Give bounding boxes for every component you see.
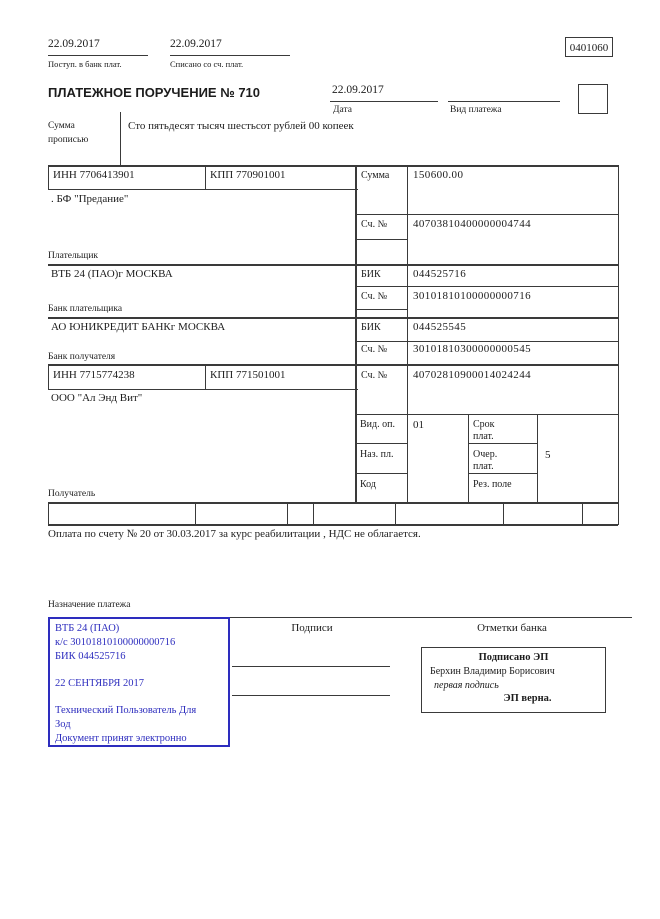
payer-bank-name: ВТБ 24 (ПАО)г МОСКВА — [51, 268, 173, 280]
divider-line — [120, 112, 121, 166]
payee-bank-bik-value: 044525545 — [413, 321, 467, 333]
payee-account-value: 40702810900014024244 — [413, 369, 531, 381]
electronic-signature-box — [421, 647, 606, 713]
divider-line — [205, 365, 206, 390]
esign-title: Подписано ЭП — [478, 652, 549, 663]
signature-line — [232, 666, 390, 667]
debited-from-account-label: Списано со сч. плат. — [170, 59, 244, 69]
divider-line — [468, 414, 469, 503]
operation-type-label: Вид. оп. — [360, 419, 395, 430]
payee-section-label: Получатель — [48, 489, 96, 499]
payer-kpp: КПП 770901001 — [210, 169, 286, 181]
stamp-line: БИК 044525716 — [55, 651, 126, 662]
divider-line — [355, 473, 407, 474]
divider-line — [287, 502, 288, 525]
divider-line — [407, 165, 408, 503]
stamp-line: Технический Пользователь Для — [55, 705, 197, 716]
signature-line — [232, 695, 390, 696]
stamp-line: к/с 30101810100000000716 — [55, 637, 176, 648]
payer-bank-account-value: 30101810100000000716 — [413, 290, 531, 302]
signatures-label: Подписи — [291, 622, 333, 634]
form-code: 0401060 — [569, 42, 609, 54]
amount-in-words-value: Сто пятьдесят тысяч шестьсот рублей 00 копеек — [128, 120, 354, 132]
reserve-field-label: Рез. поле — [473, 479, 512, 490]
divider-line — [48, 389, 358, 390]
stamp-line — [55, 664, 223, 677]
divider-line — [395, 502, 396, 525]
payee-bank-section-label: Банк получателя — [48, 352, 116, 362]
divider-line — [355, 165, 357, 503]
divider-line — [355, 309, 407, 310]
payee-account-label: Сч. № — [361, 370, 388, 381]
divider-line — [48, 524, 618, 526]
payee-bank-bik-label: БИК — [361, 322, 381, 333]
esign-signer-name: Берхин Владимир Борисович — [430, 666, 555, 677]
payment-purpose-text: Оплата по счету № 20 от 30.03.2017 за курс реабилитации , НДС не облагается. — [48, 528, 421, 540]
payer-section-label: Плательщик — [48, 251, 99, 261]
divider-line — [355, 443, 407, 444]
payee-kpp: КПП 771501001 — [210, 369, 286, 381]
esign-signature-kind: первая подпись — [434, 680, 499, 691]
divider-line — [503, 502, 504, 525]
payer-account-value: 40703810400000004744 — [413, 218, 531, 230]
code-label: Код — [360, 479, 376, 490]
divider-line — [582, 502, 583, 525]
divider-line — [355, 414, 618, 415]
divider-line — [355, 214, 618, 215]
divider-line — [48, 55, 148, 56]
status-field-box — [578, 84, 608, 114]
divider-line — [205, 165, 206, 190]
document-title: ПЛАТЕЖНОЕ ПОРУЧЕНИЕ № 710 — [48, 85, 261, 100]
payer-bank-bik-label: БИК — [361, 269, 381, 280]
divider-line — [48, 364, 618, 366]
divider-line — [48, 189, 358, 190]
payment-purpose-section-label: Назначение платежа — [48, 600, 131, 610]
bank-marks-label: Отметки банка — [477, 622, 547, 634]
divider-line — [48, 502, 618, 504]
divider-line — [48, 317, 618, 319]
stamp-line: ВТБ 24 (ПАО) — [55, 623, 120, 634]
payer-name: . БФ "Предание" — [51, 193, 129, 205]
divider-line — [313, 502, 314, 525]
payee-name: ООО "Ал Энд Вит" — [51, 392, 143, 404]
payment-priority-label: Очер. плат. — [473, 449, 498, 472]
payer-account-label: Сч. № — [361, 219, 388, 230]
payment-term-label: Срок плат. — [473, 419, 495, 442]
payer-bank-account-label: Сч. № — [361, 291, 388, 302]
stamp-line: 22 СЕНТЯБРЯ 2017 — [55, 678, 144, 689]
payee-bank-account-value: 30101810300000000545 — [413, 343, 531, 355]
payee-inn: ИНН 7715774238 — [53, 369, 135, 381]
divider-line — [537, 414, 538, 503]
esign-verdict: ЭП верна. — [503, 693, 552, 704]
form-code-box — [565, 37, 613, 57]
date-label: Дата — [333, 105, 352, 115]
payment-purpose-code-label: Наз. пл. — [360, 449, 394, 460]
divider-line — [330, 101, 438, 102]
divider-line — [618, 165, 619, 525]
divider-line — [48, 365, 49, 390]
divider-line — [355, 239, 407, 240]
divider-line — [48, 165, 49, 190]
stamp-line: Зод — [55, 719, 71, 730]
amount-value: 150600.00 — [413, 169, 464, 181]
divider-line — [468, 443, 537, 444]
divider-line — [448, 101, 560, 102]
divider-line — [48, 264, 618, 266]
operation-type-value: 01 — [413, 419, 424, 431]
divider-line — [468, 473, 537, 474]
received-in-bank-label: Поступ. в банк плат. — [48, 59, 122, 69]
payee-bank-account-label: Сч. № — [361, 344, 388, 355]
payee-bank-name: АО ЮНИКРЕДИТ БАНКг МОСКВА — [51, 321, 226, 333]
stamp-line: Документ принят электронно — [55, 733, 187, 744]
payer-bank-section-label: Банк плательщика — [48, 304, 123, 314]
payment-type-label: Вид платежа — [450, 105, 502, 115]
divider-line — [48, 165, 618, 167]
amount-label: Сумма — [361, 170, 390, 181]
document-date: 22.09.2017 — [332, 84, 384, 96]
divider-line — [355, 341, 618, 342]
payment-priority-value: 5 — [545, 449, 551, 461]
stamp-line — [55, 691, 223, 704]
amount-in-words-label: Сумма прописью — [48, 121, 89, 145]
received-in-bank-date: 22.09.2017 — [48, 38, 100, 50]
divider-line — [195, 502, 196, 525]
divider-line — [170, 55, 290, 56]
payer-inn: ИНН 7706413901 — [53, 169, 135, 181]
payer-bank-bik-value: 044525716 — [413, 268, 467, 280]
divider-line — [48, 502, 49, 525]
divider-line — [355, 286, 618, 287]
debited-from-account-date: 22.09.2017 — [170, 38, 222, 50]
bank-electronic-stamp — [48, 617, 230, 747]
